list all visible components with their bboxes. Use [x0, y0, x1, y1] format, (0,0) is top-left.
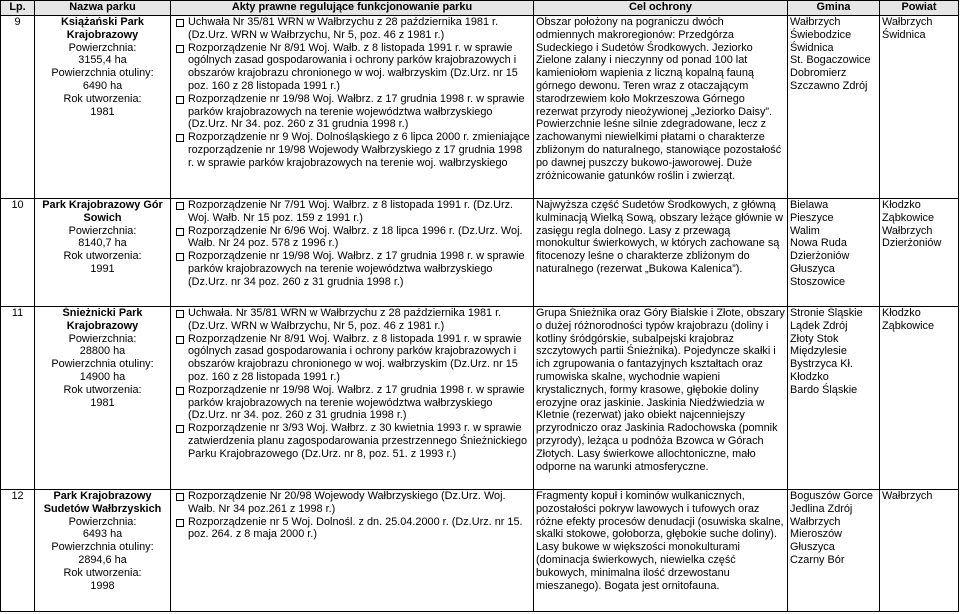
gmina-item: Stoszowice: [790, 275, 846, 288]
gmina-item: Świebodzice: [790, 28, 852, 41]
legal-act-item: Rozporządzenie nr 5 Woj. Dolnośl. z dn. 25.04.2000 r. (Dz.Urz. nr 15. poz. 264. z 8 maja 2000 r.): [173, 516, 531, 542]
gmina-item: Czarny Bór: [790, 553, 845, 566]
gmina-list: [788, 16, 880, 199]
row-number: 9: [1, 16, 35, 199]
table-row: [1, 16, 959, 199]
gmina-item: Szczawno Zdrój: [790, 79, 868, 92]
year-label: Rok utworzenia:: [63, 92, 142, 105]
legal-act-item: Rozporządzenie nr 9 Woj. Dolnośląskiego z 6 lipca 2000 r. zmieniające rozporządzenie nr 19/98 Wojewody Wałbrzyskiego z 17 grudnia 1998 r. w sprawie parków krajobrazowych na terenie woj. wałbrzyskiego: [173, 131, 531, 169]
powiat-item: Wałbrzych: [882, 224, 933, 237]
protection-goal: Grupa Śnieżnika oraz Góry Bialskie i Złote, obszary o dużej różnorodności typów krajobrazu (doliny i kotliny śródgórskie, subalpejski krajobraz szczytowych partii Śnieżnika). Pojedyncze skałki i ich zgrupowania o fantazyjnych kształtach oraz rumowiska skalne, wychodnie wapieni krystalicznych, formy krasowe, głębokie doliny erozyjne oraz jaskinie. Jaskinia Niedźwiedzia w Kletnie (rezerwat) jako obiekt najcenniejszy przyrodniczo oraz Jaskinia Radochowska (pomnik przyrody), leżąca u podnóża Bzowca w Górach Złotych. Lasy świerkowe allochtoniczne, mało odporne na warunki atmosferyczne.: [534, 307, 788, 490]
area-value: 8140,7 ha: [78, 237, 127, 250]
gmina-item: St. Bogaczowice: [790, 54, 871, 67]
legal-act-item: Rozporządzenie nr 19/98 Woj. Wałbrz. z 17 grudnia 1998 r. w sprawie parków krajobrazowych na terenie województwa wałbrzyskiego (Dz.Urz. nr 34. poz. 260 z 31 grudnia 1998 r.): [173, 384, 531, 422]
gmina-item: Mieroszów: [790, 528, 843, 541]
buffer-label: Powierzchnia otuliny:: [51, 67, 154, 80]
legal-acts: [171, 307, 534, 490]
legal-acts: [171, 16, 534, 199]
gmina-item: Dobromierz: [790, 67, 847, 80]
gmina-item: Międzylesie: [790, 345, 847, 358]
protection-goal: Obszar położony na pograniczu dwóch odmiennych makroregionów: Przedgórza Sudeckiego i Sudetów Środkowych. Jeziorko Zielone zalany i nieczynny od ponad 100 lat kamieniołom wapienia z liczną kopalną fauną górnego dewonu. Teren wraz z otaczającym starodrzewiem koło Mokrzeszowa Górnego rezerwat przyrody nieożywionej „Jeziorko Daisy”. Powierzchnie leśne silnie zdegradowane, lecz z zachowanymi niewielkimi płatami o charakterze zbliżonym do naturalnego, stanowiące pozostałość po dawnej puszczy bukowo-jaworowej. Duże zróżnicowanie gatunków roślin i zwierząt.: [534, 16, 788, 199]
row-number: 11: [1, 307, 35, 490]
powiat-list: [880, 307, 959, 490]
powiat-item: Kłodzko: [882, 199, 921, 211]
year-value: 1991: [90, 262, 115, 275]
powiat-item: Kłodzko: [882, 307, 921, 319]
powiat-item: Ząbkowice: [882, 211, 935, 224]
park-info: [35, 490, 171, 612]
powiat-list: [880, 490, 959, 612]
legal-act-item: Rozporządzenie Nr 6/96 Woj. Wałbrz. z 18 lipca 1996 r. (Dz.Urz. Woj. Wałb. Nr 24 poz. 578 z 1996 r.): [173, 225, 531, 251]
table-row: [1, 199, 959, 307]
header-goal: Cel ochrony: [534, 1, 788, 16]
header-name: Nazwa parku: [35, 1, 171, 16]
legal-act-item: Rozporządzenie Nr 7/91 Woj. Wałbrz. z 8 listopada 1991 r. (Dz.Urz. Woj. Wałb. Nr 15 poz. 159 z 1991 r.): [173, 199, 531, 225]
park-info: [35, 16, 171, 199]
header-lp: Lp.: [1, 1, 35, 16]
powiat-item: Wałbrzych: [882, 490, 933, 502]
park-name: Park Krajobrazowy Gór Sowich: [42, 199, 163, 224]
buffer-value: 14900 ha: [79, 370, 126, 383]
gmina-item: Pieszyce: [790, 211, 834, 224]
area-label: Powierzchnia:: [68, 224, 137, 237]
legal-act-item: Rozporządzenie nr 19/98 Woj. Wałbrz. z 17 grudnia 1998 r. w sprawie parków krajobrazowych na terenie województwa wałbrzyskiego (Dz.Urz. Nr 34. poz. 260 z 31 grudnia 1998 r.): [173, 93, 531, 131]
gmina-item: Kłodzko: [790, 370, 829, 383]
gmina-item: Bielawa: [790, 199, 829, 211]
legal-acts: [171, 199, 534, 307]
area-value: 6493 ha: [82, 528, 123, 541]
gmina-item: Nowa Ruda: [790, 237, 847, 250]
table-row: [1, 307, 959, 490]
protection-goal: Najwyższa część Sudetów Środkowych, z główną kulminacją Wielką Sową, obszary leżące głównie w zasięgu regla dolnego. Lasy z przewagą monokultur świerkowych, w których zachowane są fitocenozy leśne o charakterze zbliżonym do naturalnego (rezerwat „Bukowa Kalenica”).: [534, 199, 788, 307]
gmina-item: Głuszyca: [790, 262, 835, 275]
gmina-item: Boguszów Gorce: [790, 490, 873, 502]
powiat-item: Świdnica: [882, 28, 926, 41]
legal-acts: [171, 490, 534, 612]
legal-act-item: Rozporządzenie Nr 20/98 Wojewody Wałbrzyskiego (Dz.Urz. Woj. Wałb. Nr 34 poz.261 z 1998 r.): [173, 490, 531, 516]
gmina-item: Głuszyca: [790, 541, 835, 554]
year-label: Rok utworzenia:: [63, 566, 142, 579]
area-value: 28800 ha: [79, 345, 126, 358]
buffer-label: Powierzchnia otuliny:: [51, 358, 154, 371]
year-label: Rok utworzenia:: [63, 383, 142, 396]
table-row: [1, 490, 959, 612]
powiat-list: [880, 16, 959, 199]
gmina-item: Stronie Śląskie: [790, 307, 863, 319]
legal-act-item: Rozporządzenie Nr 8/91 Woj. Wałbrz. z 8 listopada 1991 r. w sprawie ogólnych zasad gospodarowania i ochrony parków krajobrazowych i obszarów krajobrazu chronionego w woj. wałbrzyskim (Dz.Urz. nr 15 poz. 160 z 28 listopada 1991 r.): [173, 333, 531, 384]
table-header-row: [1, 1, 959, 16]
buffer-label: Powierzchnia otuliny:: [51, 541, 154, 554]
gmina-item: Bystrzyca Kł.: [790, 358, 853, 371]
legal-act-item: Uchwała. Nr 35/81 WRN w Wałbrzychu z 28 października 1981 r. (Dz.Urz. WRN w Wałbrzychu, Nr 5, poz. 46 z 1981 r.): [173, 307, 531, 333]
legal-act-item: Rozporządzenie nr 19/98 Woj. Wałbrz. z 17 grudnia 1998 r. w sprawie parków krajobrazowych na terenie województwa wałbrzyskiego (Dz.Urz. nr 34 poz. 260 z 31 grudnia 1998 r.): [173, 250, 531, 288]
powiat-item: Dzierżoniów: [882, 237, 942, 250]
year-label: Rok utworzenia:: [63, 250, 142, 263]
protection-goal: Fragmenty kopuł i kominów wulkanicznych, pozostałości pokryw lawowych i tufowych oraz różne efekty procesów denudacji (osuwiska skalne, skalki stokowe, gołoborza, głębokie suche doliny). Lasy bukowe w większości monokulturami (dominacja świerkowych, niewielka część bukowych, minimalna ilość drzewostanu mieszanego). Bogata jest ornitofauna.: [534, 490, 788, 612]
park-name: Książański Park Krajobrazowy: [61, 16, 144, 41]
gmina-item: Bardo Śląskie: [790, 383, 858, 396]
gmina-item: Wałbrzych: [790, 16, 841, 28]
legal-act-item: Rozporządzenie Nr 8/91 Woj. Wałb. z 8 listopada 1991 r. w sprawie ogólnych zasad gospodarowania i ochrony parków krajobrazowych i obszarów krajobrazu chronionego w woj. wałbrzyskim (Dz.Urz. nr 15 poz. 160 z 28 listopada 1991 r.): [173, 42, 531, 93]
header-powiat: Powiat: [880, 1, 959, 16]
powiat-list: [880, 199, 959, 307]
area-value: 3155,4 ha: [78, 54, 127, 67]
gmina-item: Jedlina Zdrój: [790, 502, 853, 515]
year-value: 1981: [90, 105, 115, 118]
gmina-list: [788, 490, 880, 612]
gmina-item: Dzierżoniów: [790, 250, 850, 263]
header-gmina: Gmina: [788, 1, 880, 16]
area-label: Powierzchnia:: [68, 515, 137, 528]
buffer-value: 6490 ha: [82, 79, 123, 92]
gmina-item: Wałbrzych: [790, 515, 841, 528]
area-label: Powierzchnia:: [68, 332, 137, 345]
park-info: [35, 307, 171, 490]
legal-act-item: Rozporządzenie nr 3/93 Woj. Wałbrz. z 30 kwietnia 1993 r. w sprawie zatwierdzenia planu zagospodarowania przestrzennego Śnieżnickiego Parku Krajobrazowego (Dz.Urz. nr 8, poz. 51. z 1993 r.): [173, 422, 531, 460]
buffer-value: 2894,6 ha: [78, 553, 127, 566]
year-value: 1998: [90, 579, 115, 592]
powiat-item: Ząbkowice: [882, 319, 935, 332]
gmina-item: Walim: [790, 224, 820, 237]
gmina-item: Świdnica: [790, 41, 834, 54]
gmina-list: [788, 199, 880, 307]
header-acts: Akty prawne regulujące funkcjonowanie parku: [171, 1, 534, 16]
year-value: 1981: [90, 396, 115, 409]
park-name: Śnieżnicki Park Krajobrazowy: [62, 307, 143, 332]
gmina-item: Lądek Zdrój: [790, 319, 848, 332]
gmina-item: Złoty Stok: [790, 332, 839, 345]
park-info: [35, 199, 171, 307]
area-label: Powierzchnia:: [68, 41, 137, 54]
powiat-item: Wałbrzych: [882, 16, 933, 28]
row-number: 12: [1, 490, 35, 612]
gmina-list: [788, 307, 880, 490]
park-name: Park Krajobrazowy Sudetów Wałbrzyskich: [43, 490, 162, 515]
row-number: 10: [1, 199, 35, 307]
legal-act-item: Uchwała Nr 35/81 WRN w Wałbrzychu z 28 października 1981 r. (Dz.Urz. WRN w Wałbrzychu, Nr 5, poz. 46 z 1981 r.): [173, 16, 531, 42]
